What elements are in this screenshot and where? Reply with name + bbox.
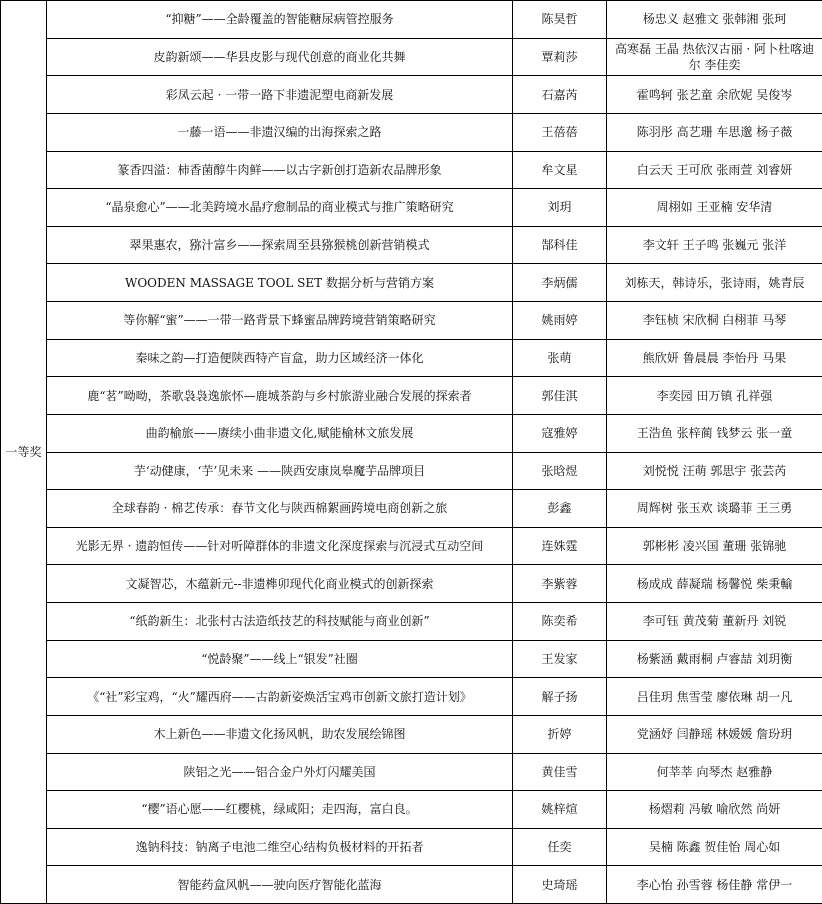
members-cell: 吴楠 陈鑫 贺佳怡 周心如	[607, 828, 822, 866]
table-row	[1, 189, 822, 227]
members-cell: 刘栋天，韩诗乐，张诗雨，姚青辰	[607, 264, 822, 302]
table-row	[1, 76, 822, 114]
leader-name-cell: 牟文星	[513, 151, 607, 189]
leader-name-cell: 郜科佳	[513, 226, 607, 264]
leader-name-cell: 李炳儒	[513, 264, 607, 302]
table-row	[1, 452, 822, 490]
project-name-cell: 鹿“茗”呦呦，茶歌袅袅逸旅怀—鹿城茶韵与乡村旅游业融合发展的探索者	[47, 377, 513, 415]
members-cell: 刘悦悦 汪萌 郭思宇 张芸芮	[607, 452, 822, 490]
project-name-cell: 木上新色——非遗文化扬风帆，助农发展绘锦图	[47, 715, 513, 753]
members-cell: 吕佳玥 焦雪莹 廖依琳 胡一凡	[607, 678, 822, 716]
table-row	[1, 113, 822, 151]
leader-name-cell: 折婷	[513, 715, 607, 753]
members-cell: 高寒磊 王晶 热依汉古丽 · 阿卜杜喀迪尔 李佳奕	[607, 38, 822, 76]
leader-name-cell: 黄佳雪	[513, 753, 607, 791]
leader-name-cell: 彭鑫	[513, 490, 607, 528]
members-cell: 李文轩 王子鸣 张巍元 张洋	[607, 226, 822, 264]
leader-name-cell: 覃莉莎	[513, 38, 607, 76]
leader-name-cell: 张晗煜	[513, 452, 607, 490]
leader-name-cell: 李紫蓉	[513, 565, 607, 603]
leader-name-cell: 石嘉芮	[513, 76, 607, 114]
table-row	[1, 339, 822, 377]
table-row	[1, 377, 822, 415]
table-row	[1, 414, 822, 452]
members-cell: 熊欣妍 鲁晨晨 李怡丹 马果	[607, 339, 822, 377]
table-row	[1, 791, 822, 829]
members-cell: 杨熠莉 冯敏 喻欣然 尚妍	[607, 791, 822, 829]
project-name-cell: 一藤一语——非遗汉编的出海探索之路	[47, 113, 513, 151]
table-row	[1, 226, 822, 264]
table-row	[1, 490, 822, 528]
project-name-cell: 文凝智芯，木蕴新元--非遗榫卯现代化商业模式的创新探索	[47, 565, 513, 603]
table-row	[1, 753, 822, 791]
members-cell: 王浩鱼 张梓蔺 钱梦云 张一童	[607, 414, 822, 452]
project-name-cell: 曲韵榆旅——赓续小曲非遗文化,赋能榆林文旅发展	[47, 414, 513, 452]
project-name-cell: WOODEN MASSAGE TOOL SET 数据分析与营销方案	[47, 264, 513, 302]
project-name-cell: “晶泉愈心”——北美跨境水晶疗愈制品的商业模式与推广策略研究	[47, 189, 513, 227]
project-name-cell: “悦龄聚”——线上“银发”社圈	[47, 640, 513, 678]
members-cell: 杨忠义 赵雅文 张韩湘 张珂	[607, 1, 822, 39]
table-row	[1, 678, 822, 716]
leader-name-cell: 王发家	[513, 640, 607, 678]
table-row	[1, 1, 822, 39]
members-cell: 白云天 王可欣 张雨萱 刘睿妍	[607, 151, 822, 189]
project-name-cell: 秦味之韵—打造便陕西特产盲盒，助力区域经济一体化	[47, 339, 513, 377]
table-row	[1, 565, 822, 603]
members-cell: 郭彬彬 凌兴国 董珊 张锦驰	[607, 527, 822, 565]
members-cell: 李心怡 孙雪蓉 杨佳静 常伊一	[607, 866, 822, 904]
table-row	[1, 38, 822, 76]
project-name-cell: 智能药盒风帆——驶向医疗智能化蓝海	[47, 866, 513, 904]
project-name-cell: 《“社”彩宝鸡，“火”耀西府——古韵新姿焕活宝鸡市创新文旅打造计划》	[47, 678, 513, 716]
project-name-cell: 彩凤云起 · 一带一路下非遗泥塑电商新发展	[47, 76, 513, 114]
table-row	[1, 603, 822, 641]
table-row	[1, 640, 822, 678]
leader-name-cell: 连姝霆	[513, 527, 607, 565]
leader-name-cell: 张萌	[513, 339, 607, 377]
leader-name-cell: 任奕	[513, 828, 607, 866]
leader-name-cell: 姚梓煊	[513, 791, 607, 829]
leader-name-cell: 姚雨婷	[513, 302, 607, 340]
project-name-cell: 篆香四溢：柿香菌醇牛肉鲜——以古字新创打造新农品牌形象	[47, 151, 513, 189]
award-level-cell: 一等奖	[1, 1, 47, 904]
table-row	[1, 828, 822, 866]
project-name-cell: 翠果惠农，猕汁富乡——探索周至县猕猴桃创新营销模式	[47, 226, 513, 264]
table-row	[1, 527, 822, 565]
project-name-cell: “抑糖”——全龄覆盖的智能糖尿病管控服务	[47, 1, 513, 39]
project-name-cell: 光影无界 · 遗韵恒传——针对听障群体的非遗文化深度探索与沉浸式互动空间	[47, 527, 513, 565]
project-name-cell: 皮韵新颂——华县皮影与现代创意的商业化共舞	[47, 38, 513, 76]
table-row	[1, 302, 822, 340]
members-cell: 周栩如 王亚楠 安华清	[607, 189, 822, 227]
members-cell: 杨紫涵 戴雨桐 卢睿喆 刘玥衡	[607, 640, 822, 678]
project-name-cell: 全球春韵 · 棉艺传承：春节文化与陕西棉絮画跨境电商创新之旅	[47, 490, 513, 528]
table-row	[1, 151, 822, 189]
members-cell: 霍鸣轲 张艺童 余欣妮 吴俊岑	[607, 76, 822, 114]
leader-name-cell: 陈昊哲	[513, 1, 607, 39]
leader-name-cell: 王蓓蓓	[513, 113, 607, 151]
members-cell: 李可钰 黄茂菊 董新丹 刘锐	[607, 603, 822, 641]
leader-name-cell: 刘玥	[513, 189, 607, 227]
table-row	[1, 866, 822, 904]
project-name-cell: 陕铝之光——铝合金户外灯闪耀美国	[47, 753, 513, 791]
members-cell: 何莘莘 向琴杰 赵雅静	[607, 753, 822, 791]
members-cell: 陈羽彤 高艺珊 车思邈 杨子薇	[607, 113, 822, 151]
project-name-cell: “纸韵新生：北张村古法造纸技艺的科技赋能与商业创新”	[47, 603, 513, 641]
project-name-cell: 逸钠科技：钠离子电池二维空心结构负极材料的开拓者	[47, 828, 513, 866]
leader-name-cell: 史琦瑶	[513, 866, 607, 904]
leader-name-cell: 郭佳淇	[513, 377, 607, 415]
table-row	[1, 715, 822, 753]
project-name-cell: “樱”语心愿——红樱桃，绿咸阳；走四海，富白良。	[47, 791, 513, 829]
members-cell: 周辉树 张玉欢 谈璐菲 王三勇	[607, 490, 822, 528]
members-cell: 杨成成 薛凝瑞 杨馨悦 柴秉輸	[607, 565, 822, 603]
members-cell: 李钰桢 宋欣桐 白栩菲 马琴	[607, 302, 822, 340]
leader-name-cell: 陈奕希	[513, 603, 607, 641]
project-name-cell: 等你解“蜜”——一带一路背景下蜂蜜品牌跨境营销策略研究	[47, 302, 513, 340]
leader-name-cell: 解子扬	[513, 678, 607, 716]
table-row	[1, 264, 822, 302]
leader-name-cell: 寇雅婷	[513, 414, 607, 452]
awards-table-body	[1, 1, 822, 904]
members-cell: 李奕园 田万镇 孔祥强	[607, 377, 822, 415]
project-name-cell: 芋‘动健康，‘芋’见未来 ——陕西安康岚皋魔芋品牌项目	[47, 452, 513, 490]
members-cell: 党涵妤 闫静瑶 林媛媛 詹玢玥	[607, 715, 822, 753]
